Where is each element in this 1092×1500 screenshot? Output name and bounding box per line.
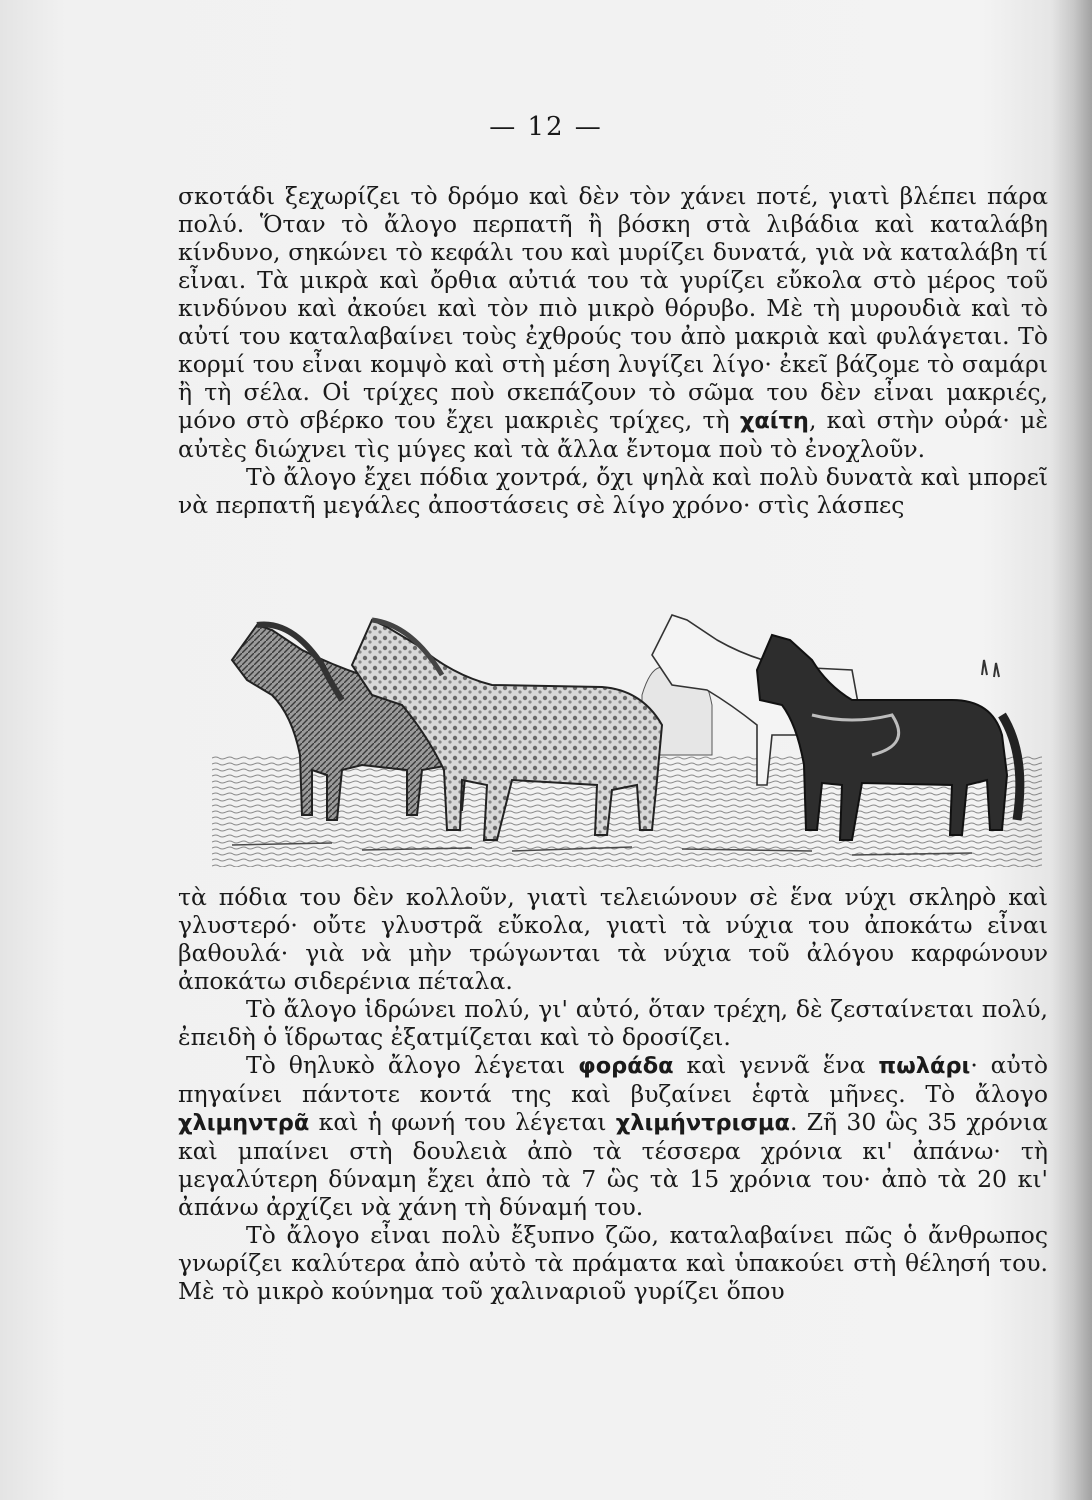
page-number: — 12 — — [489, 112, 603, 142]
paragraph-hooves: τὰ πόδια του δὲν κολλοῦν, γιατὶ τελειώνουν σὲ ἕνα νύχι σκληρὸ καὶ γλυστερό· οὔτε γλυστρᾶ εὔκολα, γιατὶ τὰ νύχια του ἀποκάτω εἶναι βαθουλά· γιὰ νὰ μὴν τρώγωνται τὰ νύχια τοῦ ἀλόγου καρφώνουν ἀποκάτω σιδερένια πέταλα. — [178, 883, 1048, 995]
term-mane: χαίτη — [739, 408, 809, 434]
page-edge-shadow — [1052, 0, 1092, 1500]
horses-illustration — [212, 605, 1042, 867]
paragraph-mare — [178, 1051, 1048, 1221]
paragraph-text: καὶ γεννᾶ ἕνα — [686, 1051, 866, 1079]
term-neighing: χλιμήντρισμα — [615, 1110, 790, 1136]
paragraph-legs: Τὸ ἄλογο ἔχει πόδια χοντρά, ὄχι ψηλὰ καὶ πολὺ δυνατὰ καὶ μπορεῖ νὰ περπατῆ μεγάλες ἀποστάσεις σὲ λίγο χρόνο· στὶς λάσπες — [178, 463, 1048, 519]
paragraph-sweat: Τὸ ἄλογο ἱδρώνει πολύ, γι' αὐτό, ὅταν τρέχη, δὲ ζεσταίνεται πολύ, ἐπειδὴ ὁ ἵδρωτας ἐξατμίζεται καὶ τὸ δροσίζει. — [178, 995, 1048, 1051]
term-foal: πωλάρι — [878, 1053, 971, 1079]
term-neigh: χλιμηντρᾶ — [178, 1110, 310, 1136]
paragraph-text: σκοτάδι ξεχωρίζει τὸ δρόμο καὶ δὲν τὸν χάνει ποτέ, γιατὶ βλέπει πάρα πολύ. Ὅταν τὸ ἄλογο περπατῆ ἢ βόσκη στὰ λιβάδια καὶ καταλάβη κίνδυνο, σηκώνει τὸ κεφάλι του καὶ μυρίζει δυνατά, γιὰ νὰ καταλάβη τί εἶναι. Τὰ μικρὰ καὶ ὄρθια αὐτιά του τὰ γυρίζει εὔκολα στὸ μέρος τοῦ κινδύνου καὶ ἀκούει καὶ τὸν πιὸ μικρὸ θόρυβο. Μὲ τὴ μυρουδιὰ καὶ τὸ αὐτί του καταλαβαίνει τοὺς ἐχθρούς του ἀπὸ μακριὰ καὶ φυλάγεται. Τὸ κορμί του εἶναι κομψὸ καὶ στὴ μέση λυγίζει λίγο· ἐκεῖ βάζομε τὸ σαμάρι ἢ τὴ σέλα. Οἱ τρίχες ποὺ σκεπάζουν τὸ σῶμα του δὲν εἶναι μακριές, μόνο στὸ σβέρκο του ἔχει μακριὲς τρίχες, τὴ — [178, 182, 1048, 434]
paragraph-text: , καὶ στὴν οὐρά· μὲ αὐτὲς διώχνει τὶς μύγες καὶ τὰ ἄλλα ἔντομα ποὺ τὸ ἐνοχλοῦν. — [178, 406, 1048, 463]
paragraph-text: Τὸ θηλυκὸ ἄλογο λέγεται — [246, 1051, 566, 1079]
background-figures — [982, 660, 999, 677]
paragraph-vision-body — [178, 182, 1048, 463]
term-mare: φοράδα — [578, 1053, 674, 1079]
paragraph-intelligence: Τὸ ἄλογο εἶναι πολὺ ἔξυπνο ζῶο, καταλαβαίνει πῶς ὁ ἄνθρωπος γνωρίζει καλύτερα ἀπὸ αὐτὸ τὰ πράματα καὶ ὑπακούει στὴ θέλησή του. Μὲ τὸ μικρὸ κούνημα τοῦ χαλιναριοῦ γυρίζει ὅπου — [178, 1221, 1048, 1305]
text-block-top — [178, 182, 1048, 519]
paragraph-text: καὶ ἡ φωνή του λέγεται — [318, 1108, 607, 1136]
paragraph-text: · αὐτὸ πηγαίνει πάντοτε κοντά της καὶ βυζαίνει ἑφτὰ μῆνες. Τὸ ἄλογο — [178, 1051, 1048, 1108]
paragraph-text: . Ζῆ 30 ὣς 35 χρόνια καὶ μπαίνει στὴ δουλειὰ ἀπὸ τὰ τέσσερα χρόνια κι' ἀπάνω· τὴ μεγαλύτερη δύναμη ἔχει ἀπὸ τὰ 7 ὣς τὰ 15 χρόνια του· ἀπὸ τὰ 20 κι' ἀπάνω ἀρχίζει νὰ χάνη τὴ δύναμή του. — [178, 1108, 1048, 1221]
text-block-bottom — [178, 883, 1048, 1305]
